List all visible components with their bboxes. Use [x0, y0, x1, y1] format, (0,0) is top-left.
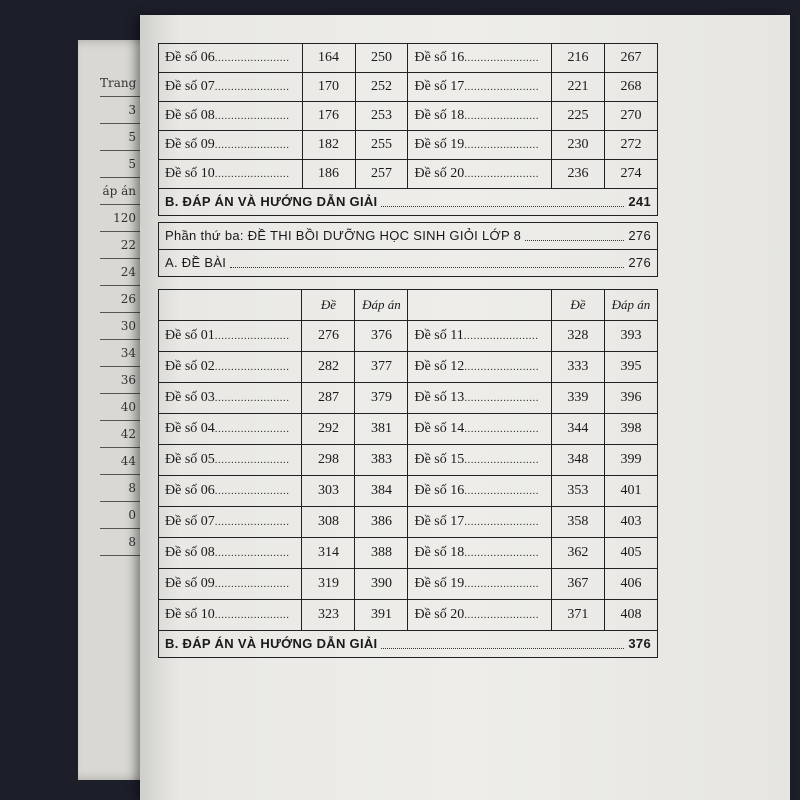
entry-answer-page: 255 [355, 131, 408, 160]
header-de-left: Đề [302, 290, 355, 321]
entry-label: Đề số 20 ..... [408, 600, 551, 631]
entry-label: Đề số 20 ..... [408, 160, 552, 189]
entry-label: Đề số 07 ..... [159, 507, 302, 538]
entry-label: Đề số 09 ..... [159, 131, 303, 160]
entry-label: Đề số 17 ..... [408, 73, 552, 102]
entry-page: 314 [302, 538, 355, 569]
entry-answer-page: 274 [604, 160, 657, 189]
section-b1-label: B. ĐÁP ÁN VÀ HƯỚNG DẪN GIẢI [165, 194, 378, 209]
top-table [158, 43, 658, 189]
entry-answer-page: 391 [355, 600, 408, 631]
entry-label: Đề số 18 ..... [408, 102, 552, 131]
entry-page: 348 [551, 445, 604, 476]
entry-answer-page: 270 [604, 102, 657, 131]
main-table-header [159, 290, 658, 321]
section-a-label: A. ĐỀ BÀI [165, 255, 227, 270]
entry-answer-page: 384 [355, 476, 408, 507]
entry-answer-page: 253 [355, 102, 408, 131]
entry-page: 276 [302, 321, 355, 352]
entry-page: 186 [302, 160, 355, 189]
previous-page-number: 42 [100, 421, 140, 448]
table-row [159, 44, 658, 73]
previous-page-number: 36 [100, 367, 140, 394]
entry-answer-page: 405 [604, 538, 657, 569]
entry-label: Đề số 09 ..... [159, 569, 302, 600]
entry-label: Đề số 19 ..... [408, 569, 551, 600]
part3-label: Phần thứ ba: ĐỀ THI BỒI DƯỠNG HỌC SINH GIỎI LỚP 8 [165, 228, 522, 243]
previous-page-numbers [100, 70, 140, 556]
table-row [159, 569, 658, 600]
section-b1-page: 241 [628, 194, 651, 209]
previous-page-number: 26 [100, 286, 140, 313]
entry-label: Đề số 06 ..... [159, 476, 302, 507]
table-row [159, 538, 658, 569]
entry-page: 225 [552, 102, 605, 131]
header-dap-an-right: Đáp án [604, 290, 657, 321]
entry-page: 176 [302, 102, 355, 131]
part3-page: 276 [628, 228, 651, 243]
previous-page-number: 24 [100, 259, 140, 286]
table-row [159, 131, 658, 160]
entry-label: Đề số 02 ..... [159, 352, 302, 383]
previous-page-number: 8 [100, 529, 140, 556]
previous-page-number: 44 [100, 448, 140, 475]
entry-page: 164 [302, 44, 355, 73]
entry-label: Đề số 16 ..... [408, 476, 551, 507]
leader-dots [381, 189, 624, 207]
entry-label: Đề số 14 ..... [408, 414, 551, 445]
entry-page: 323 [302, 600, 355, 631]
entry-page: 344 [551, 414, 604, 445]
entry-answer-page: 383 [355, 445, 408, 476]
entry-page: 230 [552, 131, 605, 160]
entry-page: 308 [302, 507, 355, 538]
section-b2 [158, 631, 658, 658]
entry-page: 287 [302, 383, 355, 414]
entry-label: Đề số 19 ..... [408, 131, 552, 160]
entry-answer-page: 272 [604, 131, 657, 160]
entry-page: 367 [551, 569, 604, 600]
entry-answer-page: 252 [355, 73, 408, 102]
leader-dots [525, 223, 624, 241]
entry-answer-page: 390 [355, 569, 408, 600]
entry-label: Đề số 10 ..... [159, 600, 302, 631]
entry-label: Đề số 08 ..... [159, 102, 303, 131]
section-b1 [158, 189, 658, 216]
entry-page: 358 [551, 507, 604, 538]
section-a-page: 276 [628, 255, 651, 270]
previous-page-number: 30 [100, 313, 140, 340]
table-row [159, 383, 658, 414]
entry-label: Đề số 18 ..... [408, 538, 551, 569]
entry-label: Đề số 11 ..... [408, 321, 551, 352]
entry-label: Đề số 07 ..... [159, 73, 303, 102]
entry-page: 353 [551, 476, 604, 507]
entry-answer-page: 406 [604, 569, 657, 600]
entry-answer-page: 401 [604, 476, 657, 507]
entry-label: Đề số 12 ..... [408, 352, 551, 383]
entry-page: 221 [552, 73, 605, 102]
book-page [140, 15, 790, 800]
entry-answer-page: 399 [604, 445, 657, 476]
previous-page-number: 22 [100, 232, 140, 259]
section-a [158, 250, 658, 277]
entry-answer-page: 377 [355, 352, 408, 383]
entry-page: 319 [302, 569, 355, 600]
previous-page-number: 0 [100, 502, 140, 529]
entry-label: Đề số 08 ..... [159, 538, 302, 569]
entry-answer-page: 396 [604, 383, 657, 414]
previous-page-number: 34 [100, 340, 140, 367]
entry-answer-page: 403 [604, 507, 657, 538]
entry-label: Đề số 17 ..... [408, 507, 551, 538]
table-row [159, 73, 658, 102]
entry-label: Đề số 13 ..... [408, 383, 551, 414]
entry-label: Đề số 15 ..... [408, 445, 551, 476]
entry-label: Đề số 05 ..... [159, 445, 302, 476]
entry-page: 182 [302, 131, 355, 160]
entry-answer-page: 381 [355, 414, 408, 445]
entry-answer-page: 376 [355, 321, 408, 352]
entry-label: Đề số 10 ..... [159, 160, 303, 189]
previous-page-number: 8 [100, 475, 140, 502]
header-de-right: Đề [551, 290, 604, 321]
entry-answer-page: 386 [355, 507, 408, 538]
table-row [159, 445, 658, 476]
entry-page: 339 [551, 383, 604, 414]
entry-page: 328 [551, 321, 604, 352]
table-row [159, 321, 658, 352]
entry-page: 170 [302, 73, 355, 102]
entry-label: Đề số 01 ..... [159, 321, 302, 352]
entry-label: Đề số 06 ..... [159, 44, 303, 73]
previous-page-number: 5 [100, 151, 140, 178]
entry-page: 371 [551, 600, 604, 631]
header-blank [408, 290, 551, 321]
table-row [159, 160, 658, 189]
entry-answer-page: 257 [355, 160, 408, 189]
entry-label: Đề số 04 ..... [159, 414, 302, 445]
previous-page-number: 40 [100, 394, 140, 421]
entry-answer-page: 250 [355, 44, 408, 73]
leader-dots [230, 250, 624, 268]
table-of-contents [158, 43, 658, 658]
entry-answer-page: 388 [355, 538, 408, 569]
part3-heading [158, 222, 658, 250]
entry-page: 362 [551, 538, 604, 569]
previous-page-number: Trang [100, 70, 140, 97]
entry-answer-page: 268 [604, 73, 657, 102]
entry-page: 333 [551, 352, 604, 383]
entry-label: Đề số 16 ..... [408, 44, 552, 73]
header-dap-an-left: Đáp án [355, 290, 408, 321]
entry-page: 236 [552, 160, 605, 189]
previous-page-number: áp án [100, 178, 140, 205]
section-b2-label: B. ĐÁP ÁN VÀ HƯỚNG DẪN GIẢI [165, 636, 378, 651]
header-blank [159, 290, 302, 321]
entry-page: 298 [302, 445, 355, 476]
entry-label: Đề số 03 ..... [159, 383, 302, 414]
table-row [159, 414, 658, 445]
entry-page: 216 [552, 44, 605, 73]
entry-page: 292 [302, 414, 355, 445]
entry-answer-page: 393 [604, 321, 657, 352]
leader-dots [381, 631, 624, 649]
section-b2-page: 376 [628, 636, 651, 651]
table-row [159, 352, 658, 383]
entry-answer-page: 395 [604, 352, 657, 383]
entry-answer-page: 408 [604, 600, 657, 631]
previous-page-number: 5 [100, 124, 140, 151]
entry-page: 282 [302, 352, 355, 383]
previous-page-number: 120 [100, 205, 140, 232]
entry-answer-page: 379 [355, 383, 408, 414]
table-row [159, 102, 658, 131]
table-row [159, 600, 658, 631]
previous-page-number: 3 [100, 97, 140, 124]
entry-answer-page: 267 [604, 44, 657, 73]
table-row [159, 507, 658, 538]
entry-answer-page: 398 [604, 414, 657, 445]
main-table [158, 289, 658, 631]
table-row [159, 476, 658, 507]
entry-page: 303 [302, 476, 355, 507]
